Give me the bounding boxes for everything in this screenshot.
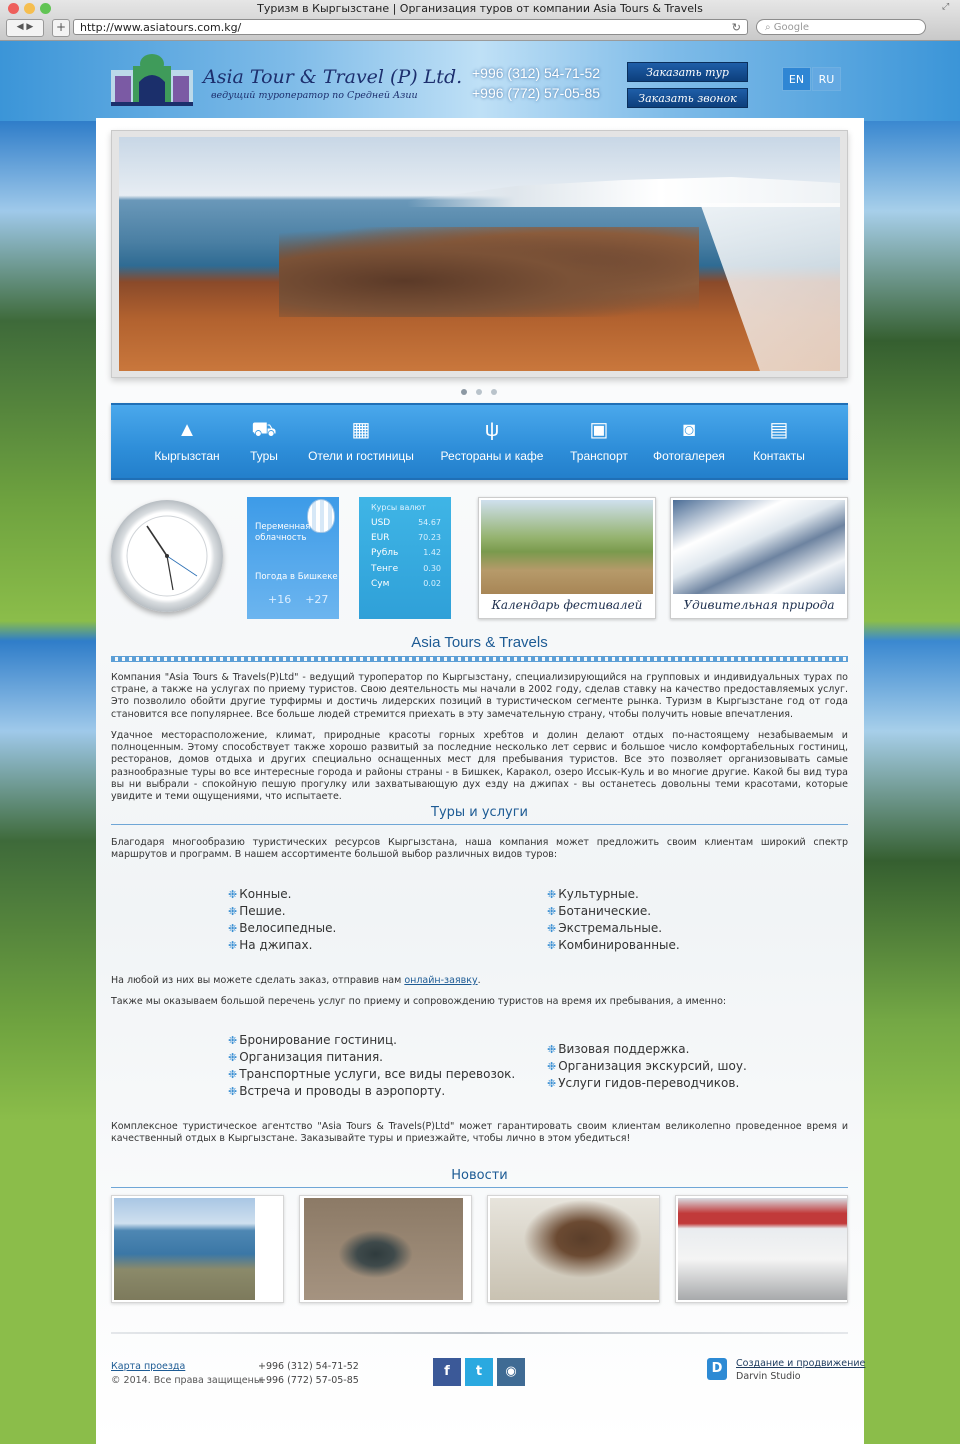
lang-en-button[interactable]: EN — [782, 67, 811, 91]
nav-item-hotels[interactable]: ▦ Отели и гостиницы — [306, 417, 416, 463]
festival-caption: Календарь фестивалей — [491, 598, 643, 612]
weather-city: Погода в Бишкеке — [255, 572, 338, 582]
nav-item-contacts[interactable]: ▤ Контакты — [751, 417, 807, 463]
bullet-icon: ❉ — [228, 922, 238, 935]
nav-item-kyrgyzstan[interactable]: ▲ Кыргызстан — [151, 417, 223, 463]
bullet-icon: ❉ — [547, 1060, 557, 1073]
nav-item-transport[interactable]: ▣ Транспорт — [567, 417, 631, 463]
list-item: ❉ Организация экскурсий, шоу. — [547, 1059, 747, 1073]
list-item: ❉ Бронирование гостиниц. — [228, 1033, 397, 1047]
zoom-icon[interactable] — [40, 3, 51, 14]
bullet-icon: ❉ — [547, 1043, 557, 1056]
list-item: ❉ Ботанические. — [547, 904, 652, 918]
rates-caption: Курсы валют — [371, 503, 426, 512]
rate-row: Сум 0.02 — [371, 579, 441, 589]
news-rule — [111, 1187, 848, 1188]
darvin-studio-logo-icon[interactable]: D — [707, 1358, 727, 1380]
list-item: ❉ Культурные. — [547, 887, 639, 901]
close-icon[interactable] — [8, 3, 19, 14]
fullscreen-icon[interactable]: ⤢ — [942, 2, 950, 12]
rate-row: Тенге 0.30 — [371, 564, 441, 574]
weather-temps: +16 +27 — [268, 593, 329, 606]
slider-dot[interactable] — [491, 389, 497, 395]
slider-rocks — [279, 227, 699, 317]
jeep-icon: ⛟ — [251, 419, 277, 441]
logo-title[interactable]: Asia Tour & Travel (P) Ltd. — [203, 66, 463, 88]
copyright: © 2014. Все права защищены. — [111, 1375, 265, 1386]
footer-phone-2: +996 (772) 57-05-85 — [258, 1375, 359, 1386]
footer-divider — [111, 1332, 848, 1334]
list-item: ❉ Услуги гидов-переводчиков. — [547, 1076, 740, 1090]
tours-list-left — [228, 886, 336, 954]
nature-caption: Удивительная природа — [683, 598, 835, 612]
weather-widget[interactable] — [247, 497, 339, 619]
news-card[interactable] — [299, 1195, 472, 1303]
mountain-icon: ▲ — [177, 419, 197, 441]
reload-icon[interactable]: ↻ — [731, 21, 741, 34]
bullet-icon: ❉ — [228, 1085, 238, 1098]
services-list-right — [547, 1041, 747, 1092]
nav-item-gallery[interactable]: ◙ Фотогалерея — [651, 417, 727, 463]
address-bar[interactable] — [73, 19, 748, 35]
festival-calendar-tile[interactable] — [478, 497, 656, 619]
list-item: ❉ На джипах. — [228, 938, 313, 952]
bus-icon: ▣ — [589, 419, 609, 441]
services-rule — [111, 824, 848, 825]
list-item: ❉ Конные. — [228, 887, 292, 901]
news-title[interactable]: Новости — [451, 1168, 508, 1183]
rate-row: USD 54.67 — [371, 518, 441, 528]
nature-photo — [673, 500, 845, 594]
instagram-icon[interactable]: ◉ — [497, 1358, 525, 1386]
slider-dots — [461, 385, 506, 398]
news-card[interactable] — [111, 1195, 284, 1303]
header-phone-1: +996 (312) 54-71-52 — [472, 65, 601, 81]
hero-slider[interactable] — [111, 130, 848, 378]
bullet-icon: ❉ — [228, 939, 238, 952]
header-phone-2: +996 (772) 57-05-85 — [472, 85, 601, 101]
list-item: ❉ Пешие. — [228, 904, 286, 918]
tours-list-right — [547, 886, 680, 954]
slider-dot[interactable] — [476, 389, 482, 395]
search-input[interactable]: ⌕ Google — [756, 19, 926, 35]
bullet-icon: ❉ — [228, 905, 238, 918]
slider-mountains — [119, 177, 840, 207]
bullet-icon: ❉ — [547, 888, 557, 901]
left-landscape-background — [0, 121, 96, 1444]
list-item: ❉ Комбинированные. — [547, 938, 680, 952]
bullet-icon: ❉ — [228, 1068, 238, 1081]
weather-condition: Переменная облачность — [255, 522, 311, 543]
slider-photo — [119, 137, 840, 371]
bullet-icon: ❉ — [228, 1051, 238, 1064]
briefcase-icon: ▤ — [769, 419, 789, 441]
nature-tile[interactable] — [670, 497, 848, 619]
news-photo — [114, 1198, 255, 1300]
bullet-icon: ❉ — [547, 922, 557, 935]
rate-row: Рубль 1.42 — [371, 548, 441, 558]
news-card[interactable] — [675, 1195, 848, 1303]
intro-paragraph-2: Удачное месторасположение, климат, природные красоты горных хребтов и долин делают отдых по-настоящему незабываемым и полноценным. Этому способствует также хорошо развитый за последние несколько лет сервис и большое число комфортабельных гостиниц, ресторанов, домов отдыха и других специально оснащенных мест для пребывания туристов. Все это позволяет организовывать самые разнообразные туры во все интересные города и районы страны - в Бишкек, Каракол, озеро Иссык-Куль и во многие другие. Какой бы вид тура вы ни выбрали - спокойную пешую прогулку или захватывающую дух езду на джипах - вы останетесь довольны теми красотами, которые увидите и теми ощущениями, что испытаете. — [111, 730, 848, 803]
news-photo — [490, 1198, 659, 1300]
camera-icon: ◙ — [682, 419, 696, 441]
bullet-icon: ❉ — [547, 905, 557, 918]
extra-services-paragraph: Также мы оказываем большой перечень услуг по приему и сопровождению туристов на время их пребывания, а именно: — [111, 996, 727, 1007]
studio-link[interactable]: Создание и продвижение — [736, 1358, 866, 1369]
logo-subtitle: ведущий туроператор по Средней Азии — [211, 90, 418, 101]
news-card[interactable] — [487, 1195, 660, 1303]
fork-knife-icon: ψ — [484, 419, 500, 441]
list-item: ❉ Встреча и проводы в аэропорту. — [228, 1084, 446, 1098]
nav-item-restaurants[interactable]: ψ Рестораны и кафе — [440, 419, 544, 463]
page-title: Asia Tours & Travels — [411, 634, 548, 651]
intro-paragraph-1: Компания "Asia Tours & Travels(P)Ltd" - ведущий туроператор по Кыргызстану, специализирующийся на групповых и индивидуальных турах по стране, а также на услугах по приему туристов. Свою деятельность мы начали в 2002 году, сделав ставку на качество предоставляемых услуг. Это позволило обойти другие турфирмы и достичь лидерских позиций в туристическом сегменте рынка. Туризм в Кыргызстане год от года становится все популярнее. Все больше людей стремится приехать в эту замечательную страну, чтобы получить новые впечатления. — [111, 672, 848, 720]
studio-name: Darvin Studio — [736, 1371, 801, 1382]
online-request-link[interactable]: онлайн-заявку — [404, 975, 478, 986]
news-photo — [678, 1198, 847, 1300]
order-call-button[interactable]: Заказать звонок — [627, 88, 748, 108]
main-nav — [111, 403, 848, 480]
bullet-icon: ❉ — [547, 939, 557, 952]
order-line: На любой из них вы можете сделать заказ, отправив нам онлайн-заявку. — [111, 975, 481, 986]
currency-rates-widget — [359, 497, 451, 619]
window-title: Туризм в Кыргызстане | Организация туров от компании Asia Tours & Travels — [257, 2, 703, 15]
right-landscape-background — [864, 121, 960, 1444]
list-item: ❉ Экстремальные. — [547, 921, 663, 935]
list-item: ❉ Визовая поддержка. — [547, 1042, 690, 1056]
services-paragraph: Благодаря многообразию туристических ресурсов Кыргызстана, наша компания может предложить своим клиентам широкий спектр маршрутов и программ. В нашем ассортименте большой выбор различных видов туров: — [111, 837, 848, 861]
services-list-left — [228, 1032, 515, 1100]
clock-widget — [111, 500, 223, 612]
list-item: ❉ Организация питания. — [228, 1050, 383, 1064]
twitter-icon[interactable]: t — [465, 1358, 493, 1386]
order-tour-button[interactable]: Заказать тур — [627, 62, 748, 82]
closing-paragraph: Комплексное туристическое агентство "Asia Tours & Travels(P)Ltd" может гарантировать своим клиентам великолепно проведенное время и качественный отдых в Кыргызстане. Заказывайте туры и приезжайте, чтобы лично в этом убедиться! — [111, 1121, 848, 1145]
list-item: ❉ Велосипедные. — [228, 921, 337, 935]
hotel-icon: ▦ — [351, 419, 371, 441]
browser-chrome — [0, 0, 960, 41]
news-photo — [304, 1198, 463, 1300]
services-title: Туры и услуги — [431, 805, 528, 820]
map-link[interactable]: Карта проезда — [111, 1361, 186, 1372]
facebook-icon[interactable]: f — [433, 1358, 461, 1386]
lang-ru-button[interactable]: RU — [812, 67, 841, 91]
slider-dot[interactable] — [461, 389, 467, 395]
footer-phone-1: +996 (312) 54-71-52 — [258, 1361, 359, 1372]
logo-icon[interactable] — [111, 52, 193, 106]
new-tab-button[interactable]: + — [52, 19, 70, 37]
window-controls — [8, 3, 56, 17]
url-text: http://www.asiatours.com.kg/ — [80, 21, 242, 34]
list-item: ❉ Транспортные услуги, все виды перевозок. — [228, 1067, 516, 1081]
back-forward-buttons[interactable]: ◀ ▶ — [6, 19, 44, 37]
bullet-icon: ❉ — [228, 1034, 238, 1047]
bullet-icon: ❉ — [228, 888, 238, 901]
title-ornament — [111, 656, 848, 662]
festival-photo — [481, 500, 653, 594]
rate-row: EUR 70.23 — [371, 533, 441, 543]
bullet-icon: ❉ — [547, 1077, 557, 1090]
minimize-icon[interactable] — [24, 3, 35, 14]
nav-item-tours[interactable]: ⛟ Туры — [241, 417, 287, 463]
